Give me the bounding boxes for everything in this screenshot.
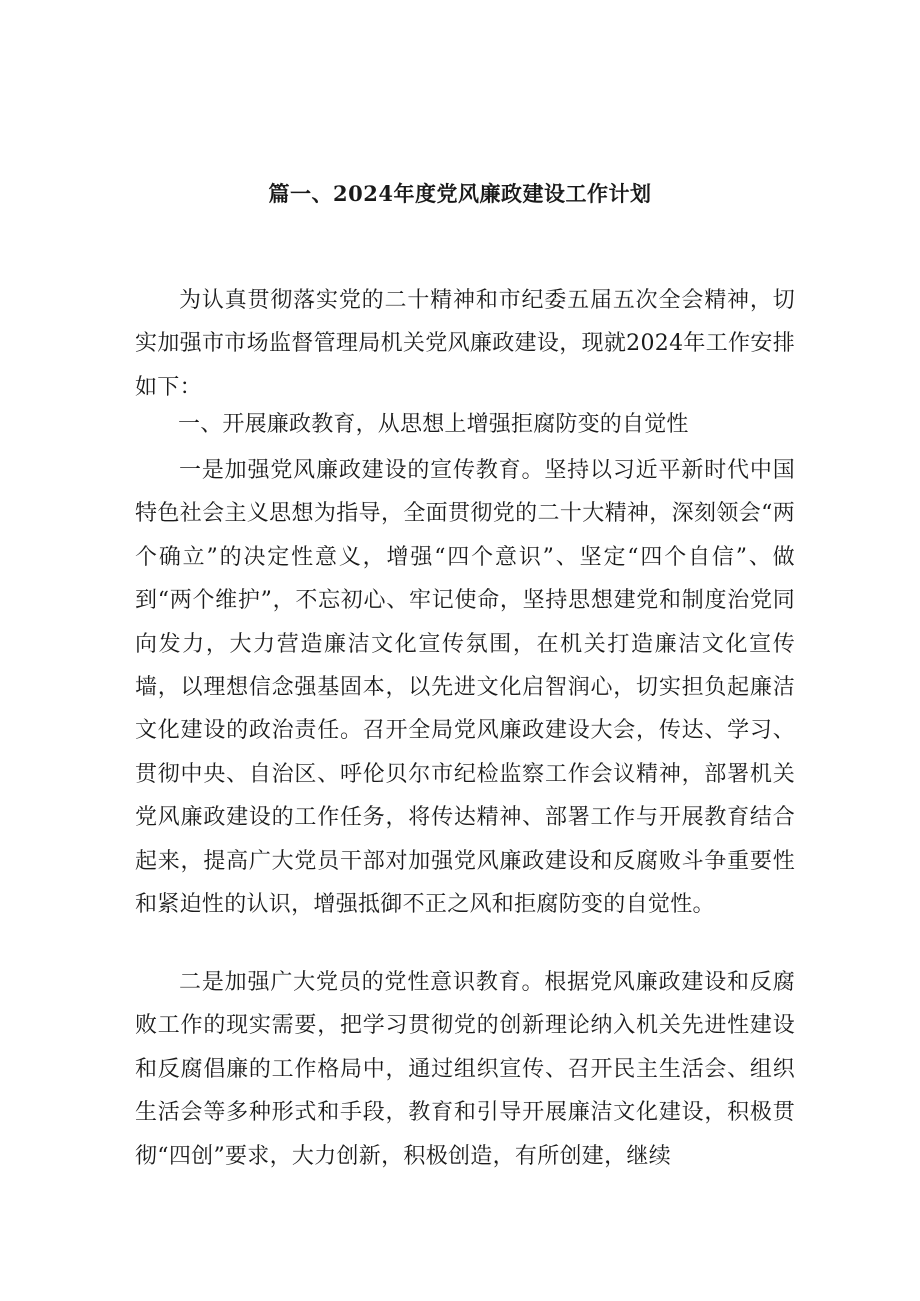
paragraph-2: 二是加强广大党员的党性意识教育。根据党风廉政建设和反腐败工作的现实需要，把学习贯彻党的创新理论纳入机关先进性建设和反腐倡廉的工作格局中，通过组织宣传、召开民主生活会、组织生活会等多种形式和手段，教育和引导开展廉洁文化建设，积极贯彻“四创”要求，大力创新，积极创造，有所创建，继续 — [135, 970, 795, 1169]
paragraph-1: 一是加强党风廉政建设的宣传教育。坚持以习近平新时代中国特色社会主义思想为指导，全面贯彻党的二十大精神，深刻领会“两个确立”的决定性意义，增强“四个意识”、坚定“四个自信”、做到“两个维护”，不忘初心、牢记使命，坚持思想建党和制度治党同向发力，大力营造廉洁文化宣传氛围，在机关打造廉洁文化宣传墙，以理想信念强基固本，以先进文化启智润心，切实担负起廉洁文化建设的政治责任。召开全局党风廉政建设大会，传达、学习、贯彻中央、自治区、呼伦贝尔市纪检监察工作会议精神，部署机关党风廉政建设的工作任务，将传达精神、部署工作与开展教育结合起来，提高广大党员干部对加强党风廉政建设和反腐败斗争重要性和紧迫性的认识，增强抵御不正之风和拒腐防变的自觉性。 — [135, 458, 795, 918]
intro-paragraph: 为认真贯彻落实党的二十精神和市纪委五届五次全会精神，切实加强市市场监督管理局机关党风廉政建设，现就2024年工作安排如下： — [135, 288, 795, 400]
section-heading-1: 一、开展廉政教育，从思想上增强拒腐防变的自觉性 — [178, 412, 689, 437]
document-title: 篇一、2024年度党风廉政建设工作计划 — [268, 181, 652, 206]
